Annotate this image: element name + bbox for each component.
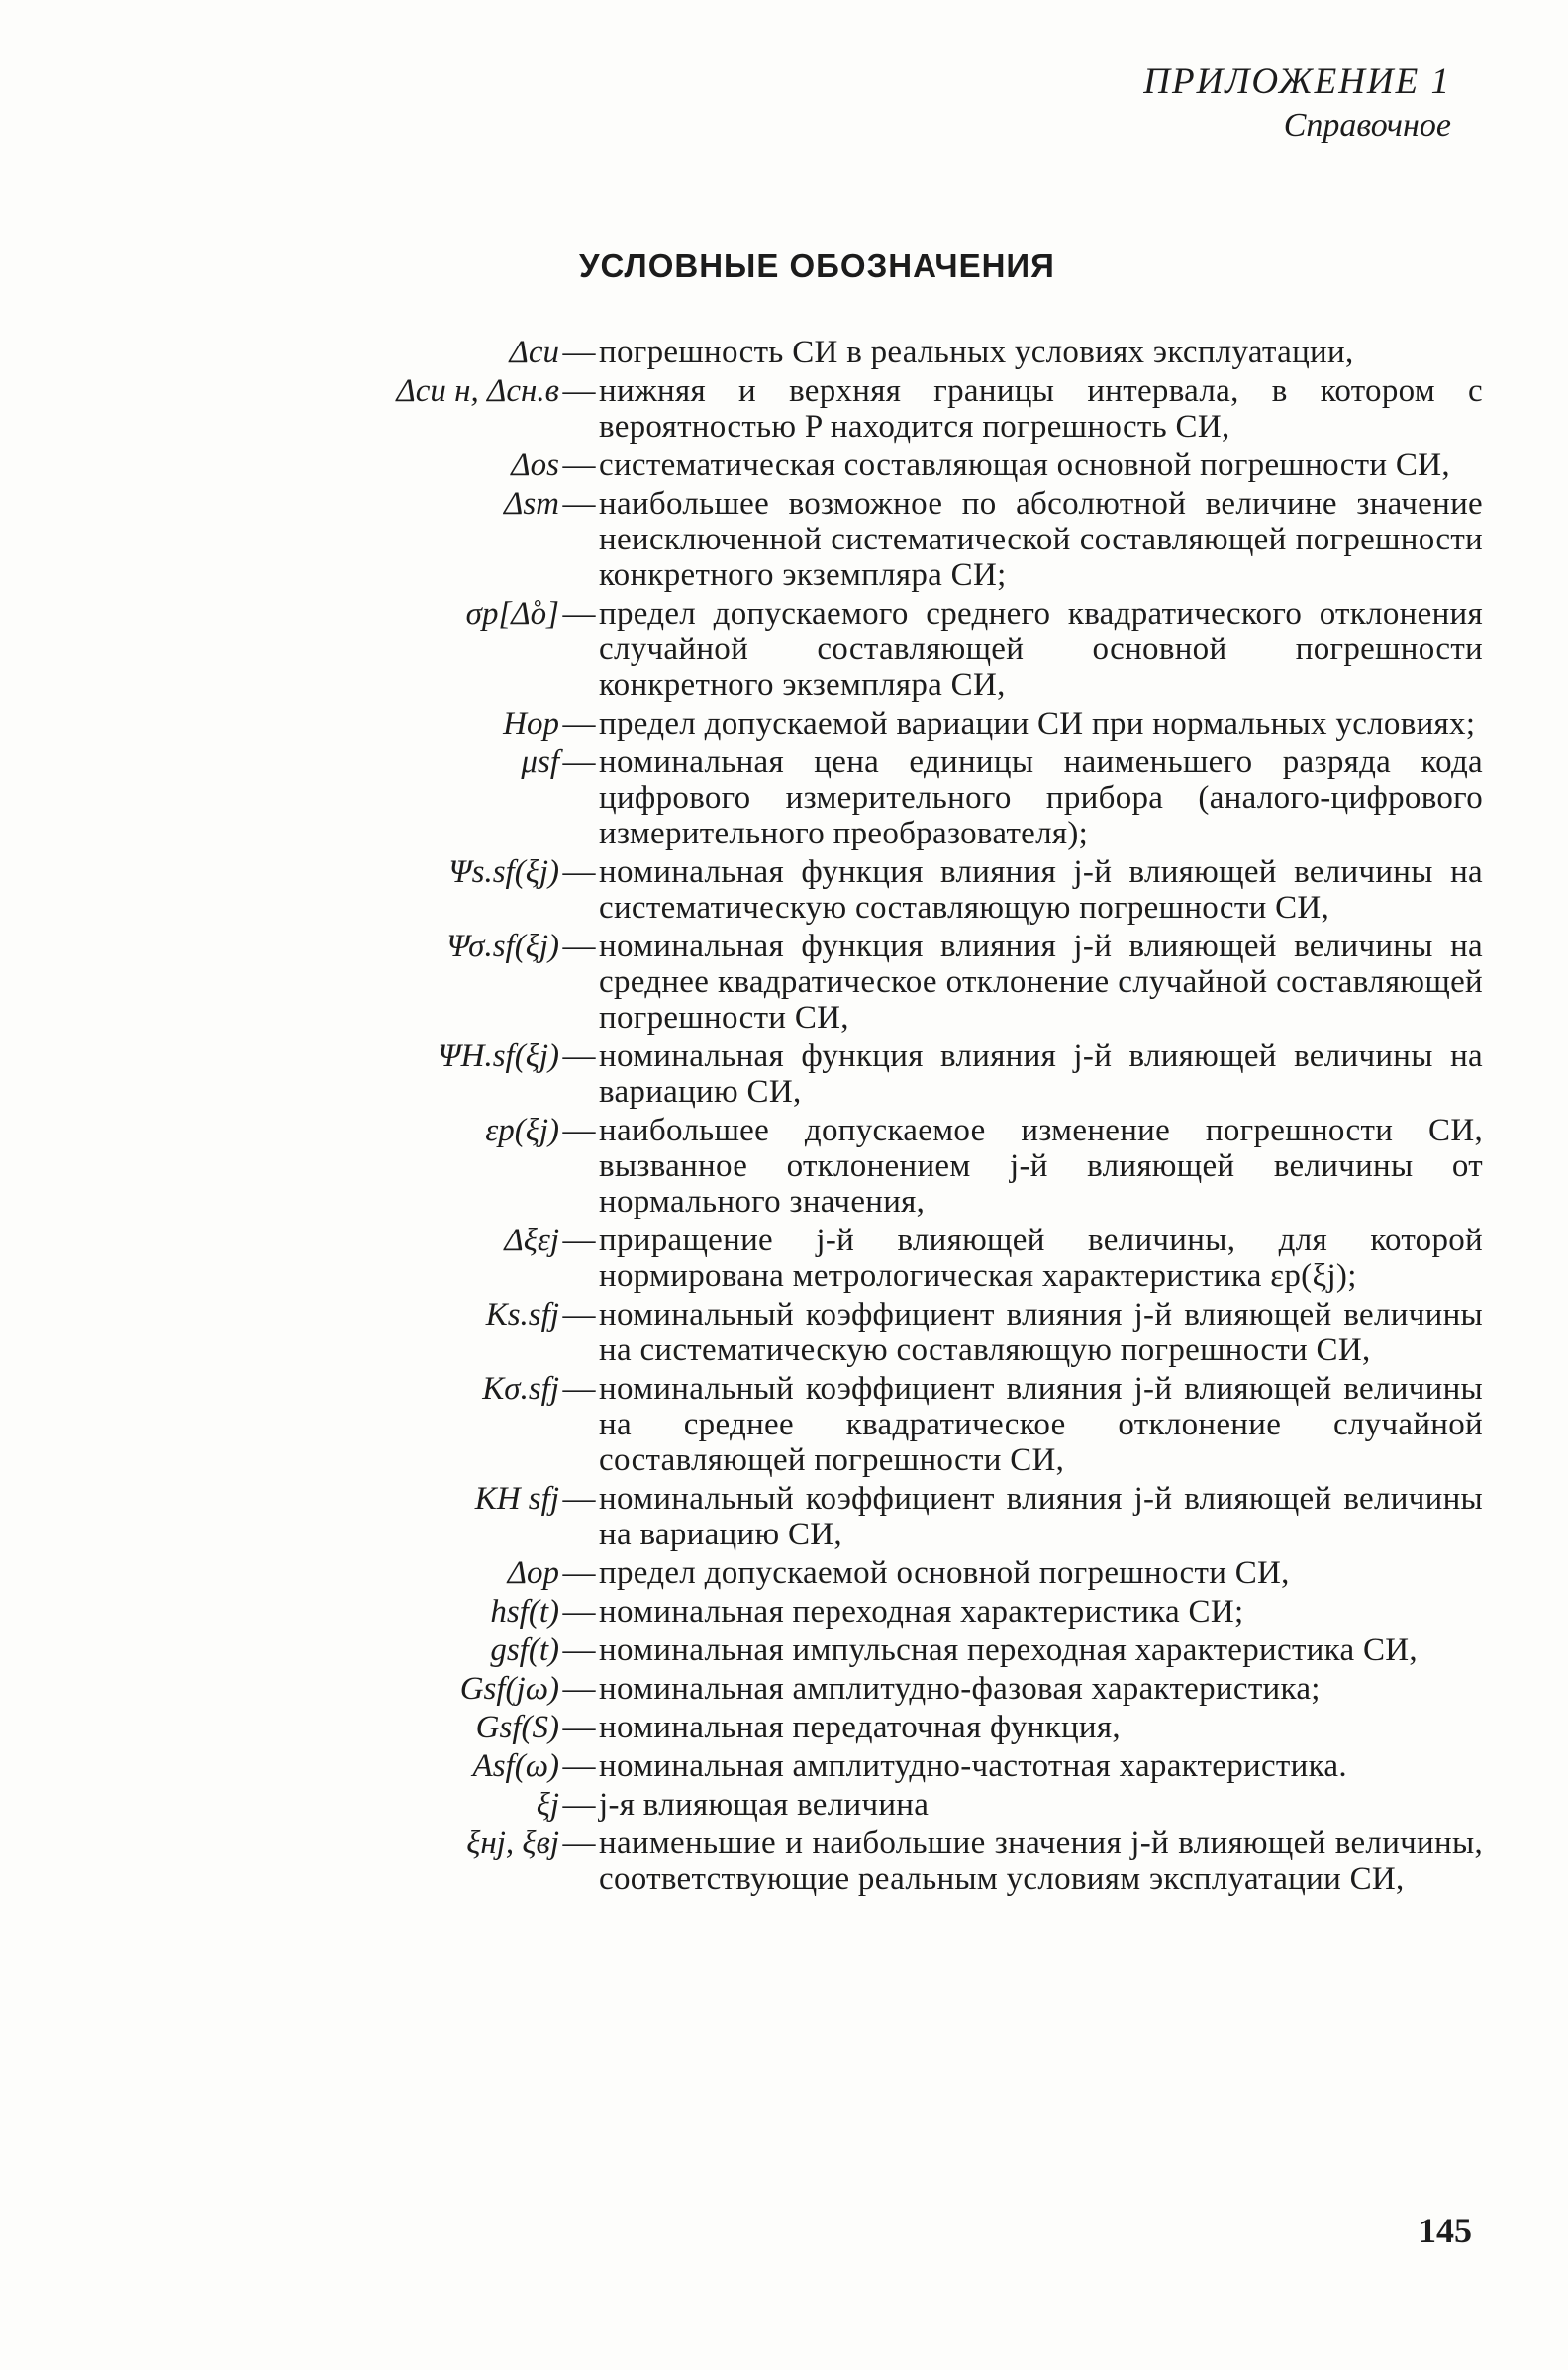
- entry-symbol: Gsf(S): [475, 1710, 559, 1745]
- entry-dash: —: [562, 1632, 596, 1668]
- glossary-entry: [0, 1826, 1568, 1897]
- appendix-title: ПРИЛОЖЕНИЕ 1: [1143, 61, 1451, 102]
- glossary-entry: [0, 1671, 1568, 1707]
- entry-symbol: Ks.sfj: [485, 1297, 559, 1333]
- page-number: 145: [1419, 2211, 1472, 2250]
- entry-symbol: Δos: [511, 447, 559, 483]
- entry-dash: —: [562, 929, 596, 964]
- entry-symbol: ξj: [536, 1787, 559, 1823]
- entry-dash: —: [562, 1710, 596, 1745]
- glossary-entry: [0, 929, 1568, 1036]
- entry-definition: погрешность СИ в реальных условиях эксплуатации,: [599, 335, 1354, 370]
- appendix-subtitle: Справочное: [1283, 107, 1451, 145]
- entry-symbol: μsf: [521, 744, 559, 780]
- entry-symbol: Δsm: [503, 486, 559, 522]
- entry-dash: —: [562, 1826, 596, 1861]
- entry-definition: номинальная цена единицы наименьшего разряда кода цифрового измерительного прибора (аналого-цифрового измерительного преобразователя);: [599, 744, 1483, 851]
- entry-definition: предел допускаемого среднего квадратического отклонения случайной составляющей основной погрешности конкретного экземпляра СИ,: [599, 596, 1483, 703]
- entry-symbol: Δси: [509, 335, 559, 370]
- entry-dash: —: [562, 1555, 596, 1591]
- entry-symbol: ξнj, ξвj: [466, 1826, 559, 1861]
- entry-definition: номинальная импульсная переходная характеристика СИ,: [599, 1632, 1418, 1668]
- entry-symbol: σp[Δ̊o]: [465, 596, 559, 632]
- entry-symbol: Gsf(jω): [459, 1671, 559, 1707]
- entry-dash: —: [562, 1371, 596, 1407]
- entry-dash: —: [562, 854, 596, 890]
- glossary-entry: [0, 854, 1568, 926]
- glossary-entry: [0, 1787, 1568, 1823]
- entry-dash: —: [562, 706, 596, 741]
- entry-definition: номинальный коэффициент влияния j-й влияющей величины на вариацию СИ,: [599, 1481, 1483, 1552]
- entry-dash: —: [562, 1297, 596, 1333]
- entry-definition: номинальный коэффициент влияния j-й влияющей величины на систематическую составляющую погрешности СИ,: [599, 1297, 1483, 1368]
- entry-definition: наибольшее возможное по абсолютной величине значение неисключенной систематической составляющей погрешности конкретного экземпляра СИ;: [599, 486, 1483, 593]
- entry-dash: —: [562, 1223, 596, 1258]
- entry-symbol: gsf(t): [490, 1632, 559, 1668]
- glossary-entry: [0, 1223, 1568, 1294]
- entry-dash: —: [562, 335, 596, 370]
- entry-dash: —: [562, 1787, 596, 1823]
- entry-symbol: Kσ.sfj: [482, 1371, 559, 1407]
- entry-symbol: Hop: [503, 706, 559, 741]
- entry-symbol: Δξεj: [504, 1223, 559, 1258]
- glossary-list: [0, 335, 1568, 1900]
- entry-definition: номинальная амплитудно-частотная характеристика.: [599, 1748, 1347, 1784]
- glossary-entry: [0, 1555, 1568, 1591]
- entry-definition: наибольшее допускаемое изменение погрешности СИ, вызванное отклонением j-й влияющей величины от нормального значения,: [599, 1113, 1483, 1220]
- entry-symbol: ΨH.sf(ξj): [438, 1038, 559, 1074]
- appendix-header: [1143, 59, 1451, 148]
- entry-dash: —: [562, 1481, 596, 1517]
- entry-dash: —: [562, 1671, 596, 1707]
- glossary-entry: [0, 335, 1568, 370]
- glossary-entry: [0, 373, 1568, 444]
- glossary-entry: [0, 1297, 1568, 1368]
- entry-definition: номинальная функция влияния j-й влияющей величины на вариацию СИ,: [599, 1038, 1483, 1110]
- entry-definition: номинальная передаточная функция,: [599, 1710, 1121, 1745]
- entry-definition: номинальная амплитудно-фазовая характеристика;: [599, 1671, 1321, 1707]
- entry-symbol: Δop: [507, 1555, 559, 1591]
- entry-definition: номинальная переходная характеристика СИ;: [599, 1594, 1244, 1629]
- entry-dash: —: [562, 373, 596, 409]
- glossary-entry: [0, 1594, 1568, 1629]
- glossary-entry: [0, 1038, 1568, 1110]
- glossary-entry: [0, 486, 1568, 593]
- section-title: УСЛОВНЫЕ ОБОЗНАЧЕНИЯ: [579, 247, 1055, 284]
- glossary-entry: [0, 1481, 1568, 1552]
- entry-dash: —: [562, 447, 596, 483]
- glossary-entry: [0, 1632, 1568, 1668]
- glossary-entry: [0, 596, 1568, 703]
- entry-symbol: Ψσ.sf(ξj): [446, 929, 559, 964]
- entry-symbol: Asf(ω): [472, 1748, 559, 1784]
- entry-definition: j-я влияющая величина: [599, 1787, 930, 1823]
- glossary-entry: [0, 1748, 1568, 1784]
- entry-dash: —: [562, 596, 596, 632]
- entry-dash: —: [562, 1594, 596, 1629]
- entry-definition: предел допускаемой вариации СИ при нормальных условиях;: [599, 706, 1476, 741]
- entry-symbol: εp(ξj): [485, 1113, 559, 1148]
- glossary-entry: [0, 447, 1568, 483]
- glossary-entry: [0, 1710, 1568, 1745]
- entry-definition: наименьшие и наибольшие значения j-й влияющей величины, соответствующие реальным условиям эксплуатации СИ,: [599, 1826, 1483, 1897]
- entry-definition: приращение j-й влияющей величины, для которой нормирована метрологическая характеристика εp(ξj);: [599, 1223, 1483, 1294]
- entry-dash: —: [562, 486, 596, 522]
- glossary-entry: [0, 1113, 1568, 1220]
- entry-dash: —: [562, 1038, 596, 1074]
- entry-definition: номинальная функция влияния j-й влияющей величины на систематическую составляющую погрешности СИ,: [599, 854, 1483, 926]
- entry-definition: номинальный коэффициент влияния j-й влияющей величины на среднее квадратическое отклонение случайной составляющей погрешности СИ,: [599, 1371, 1483, 1478]
- entry-dash: —: [562, 1748, 596, 1784]
- entry-definition: нижняя и верхняя границы интервала, в котором с вероятностью P находится погрешность СИ,: [599, 373, 1483, 444]
- glossary-entry: [0, 744, 1568, 851]
- entry-symbol: hsf(t): [490, 1594, 559, 1629]
- entry-dash: —: [562, 1113, 596, 1148]
- entry-definition: систематическая составляющая основной погрешности СИ,: [599, 447, 1450, 483]
- entry-definition: предел допускаемой основной погрешности СИ,: [599, 1555, 1290, 1591]
- entry-definition: номинальная функция влияния j-й влияющей величины на среднее квадратическое отклонение случайной составляющей погрешности СИ,: [599, 929, 1483, 1036]
- entry-symbol: KH sfj: [474, 1481, 559, 1517]
- glossary-entry: [0, 1371, 1568, 1478]
- entry-symbol: Δси н, Δсн.в: [396, 373, 559, 409]
- glossary-entry: [0, 706, 1568, 741]
- entry-dash: —: [562, 744, 596, 780]
- entry-symbol: Ψs.sf(ξj): [448, 854, 559, 890]
